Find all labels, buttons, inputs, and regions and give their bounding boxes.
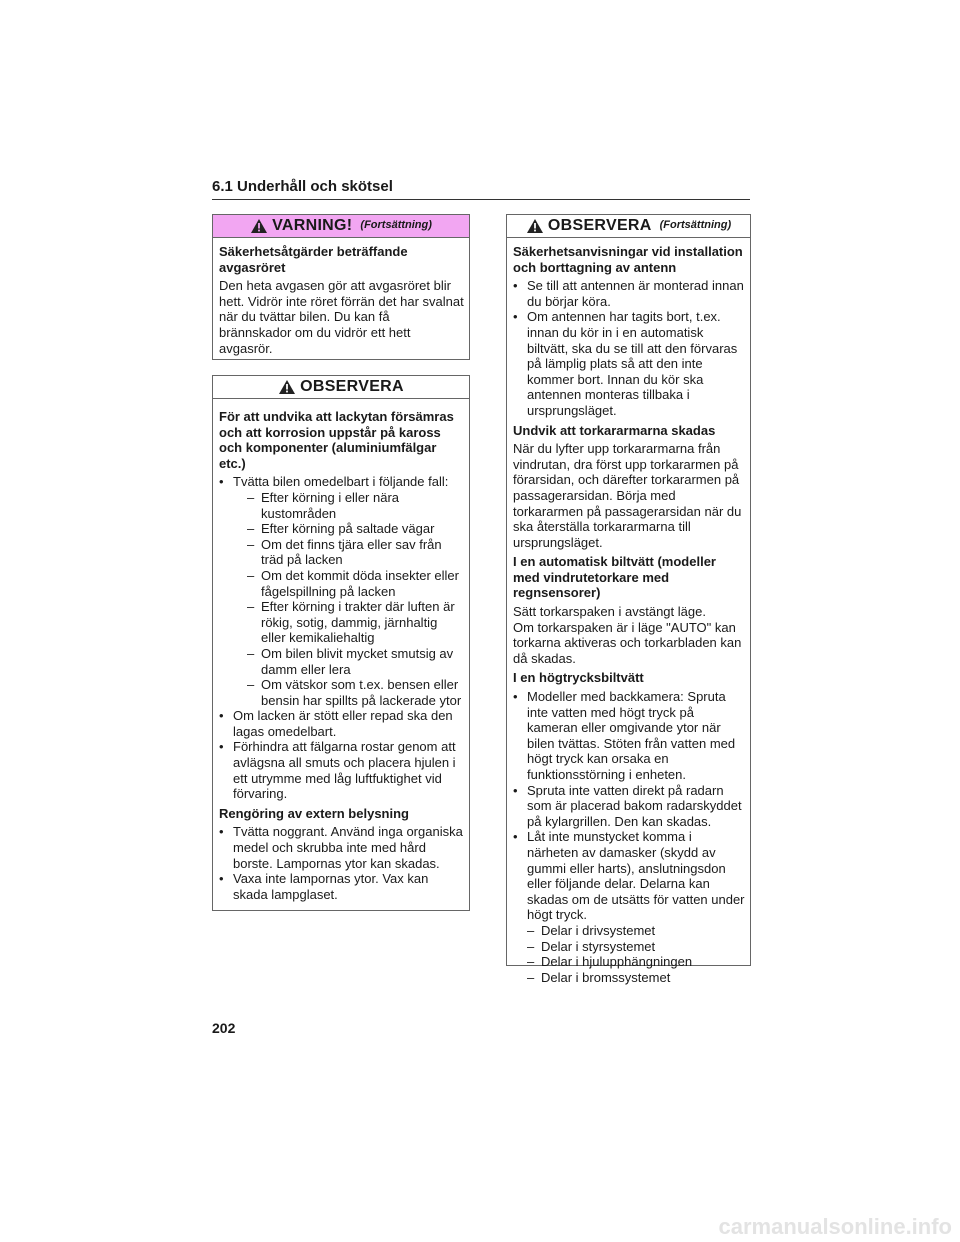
notice-heading: Säkerhetsanvisningar vid installation och borttagning av antenn xyxy=(513,244,743,275)
warning-triangle-icon xyxy=(250,218,268,234)
warning-title: VARNING! xyxy=(272,217,353,235)
bullet-item: • Tvätta noggrant. Använd inga organiska medel och skrubba inte med hård borste. Lampornas ytor kan skadas. xyxy=(219,824,465,871)
notice-heading: I en högtrycksbiltvätt xyxy=(513,670,644,686)
bullet-item: • Tvätta bilen omedelbart i följande fall: xyxy=(219,474,465,490)
notice-title: OBSERVERA xyxy=(547,217,652,235)
sub-item: – Delar i hjulupphängningen xyxy=(513,954,746,970)
bullet-item: • Om lacken är stött eller repad ska den lagas omedelbart. xyxy=(219,708,465,739)
notice-box xyxy=(212,375,470,911)
notice-title: OBSERVERA xyxy=(300,378,404,396)
continuation-label: (Fortsättning) xyxy=(360,219,432,232)
warning-box-header xyxy=(213,215,469,238)
sub-item: – Efter körning i trakter där luften är rökig, sotig, dammig, järnhaltig eller kemikaliehaltig xyxy=(219,599,465,646)
notice-heading: I en automatisk biltvätt (modeller med vindrutetorkare med regnsensorer) xyxy=(513,554,716,601)
sub-item: – Delar i drivsystemet xyxy=(513,923,746,939)
sub-item: – Om vätskor som t.ex. bensen eller bensin har spillts på lackerade ytor xyxy=(219,677,465,708)
bullet-item: • Modeller med backkamera: Spruta inte vatten med högt tryck på kameran eller omgivande ytor när bilen tvättas. Stöten från vatten med högt tryck kan orsaka en funktionsstörning i enheten. xyxy=(513,689,746,783)
notice-heading: Undvik att torkararmarna skadas xyxy=(513,422,716,438)
sub-item: – Om det finns tjära eller sav från träd på lacken xyxy=(219,537,465,568)
bullet-item: • Om antennen har tagits bort, t.ex. innan du kör in i en automatisk biltvätt, ska du se till att den förvaras på lämplig plats så att den inte kommer bort. Innan du kör ska antennen monteras tillbaka i ursprungsläget. xyxy=(513,309,746,418)
warning-triangle-icon xyxy=(526,218,544,234)
paragraph: Sätt torkarspaken i avstängt läge. xyxy=(513,604,706,620)
bullet-item: • Förhindra att fälgarna rostar genom att avlägsna all smuts och placera hjulen i ett utrymme med låg luftfuktighet vid förvaring. xyxy=(219,739,465,801)
sub-item: – Delar i bromssystemet xyxy=(513,970,746,986)
notice-heading: För att undvika att lackytan försämras och att korrosion uppstår på kaross och komponenter (aluminiumfälgar etc.) xyxy=(219,409,454,471)
sub-item: – Delar i styrsystemet xyxy=(513,939,746,955)
notice-heading: Rengöring av extern belysning xyxy=(219,805,409,821)
warning-triangle-icon xyxy=(278,379,296,395)
warning-box xyxy=(212,214,470,360)
sub-item: – Efter körning i eller nära kustområden xyxy=(219,490,465,521)
warning-text: Den heta avgasen gör att avgasröret blir hett. Vidrör inte röret förrän det har svalnat när du tvättar bilen. Du kan få brännskador om du vidrör ett hett avgasrör. xyxy=(219,278,464,356)
sub-item: – Om det kommit döda insekter eller fågelspillning på lacken xyxy=(219,568,465,599)
sub-item: – Om bilen blivit mycket smutsig av damm eller lera xyxy=(219,646,465,677)
sub-item: – Efter körning på saltade vägar xyxy=(219,521,465,537)
paragraph: När du lyfter upp torkararmarna från vindrutan, dra först upp torkararmen på förarsidan, och därefter torkararmen på passagerarsidan. Börja med torkararmen på passagerarsidan när du ska återställa torkararmarna till ursprungsläget. xyxy=(513,441,742,550)
section-header: 6.1 Underhåll och skötsel xyxy=(212,178,750,200)
watermark: carmanualsonline.info xyxy=(718,1214,952,1239)
paragraph: Om torkarspaken är i läge "AUTO" kan torkarna aktiveras och torkarbladen kan då skadas. xyxy=(513,619,742,666)
continuation-label: (Fortsättning) xyxy=(659,219,732,232)
bullet-item: • Låt inte munstycket komma i närheten av damasker (skydd av gummi eller harts), anslutningsdon eller följande delar. Delarna kan skadas om de utsätts för vatten under högt tryck. xyxy=(513,829,746,923)
bullet-item: • Spruta inte vatten direkt på radarn som är placerad bakom radarskyddet på kylargrillen. Den kan skadas. xyxy=(513,783,746,830)
notice-box-continued xyxy=(506,214,751,985)
page-number: 202 xyxy=(212,1020,236,1036)
notice-box-header xyxy=(507,215,750,238)
notice-box-header xyxy=(213,376,469,399)
bullet-item: • Vaxa inte lampornas ytor. Vax kan skada lampglaset. xyxy=(219,871,465,902)
bullet-item: • Se till att antennen är monterad innan du börjar köra. xyxy=(513,278,746,309)
warning-heading: Säkerhetsåtgärder beträffande avgasröret xyxy=(219,244,408,275)
